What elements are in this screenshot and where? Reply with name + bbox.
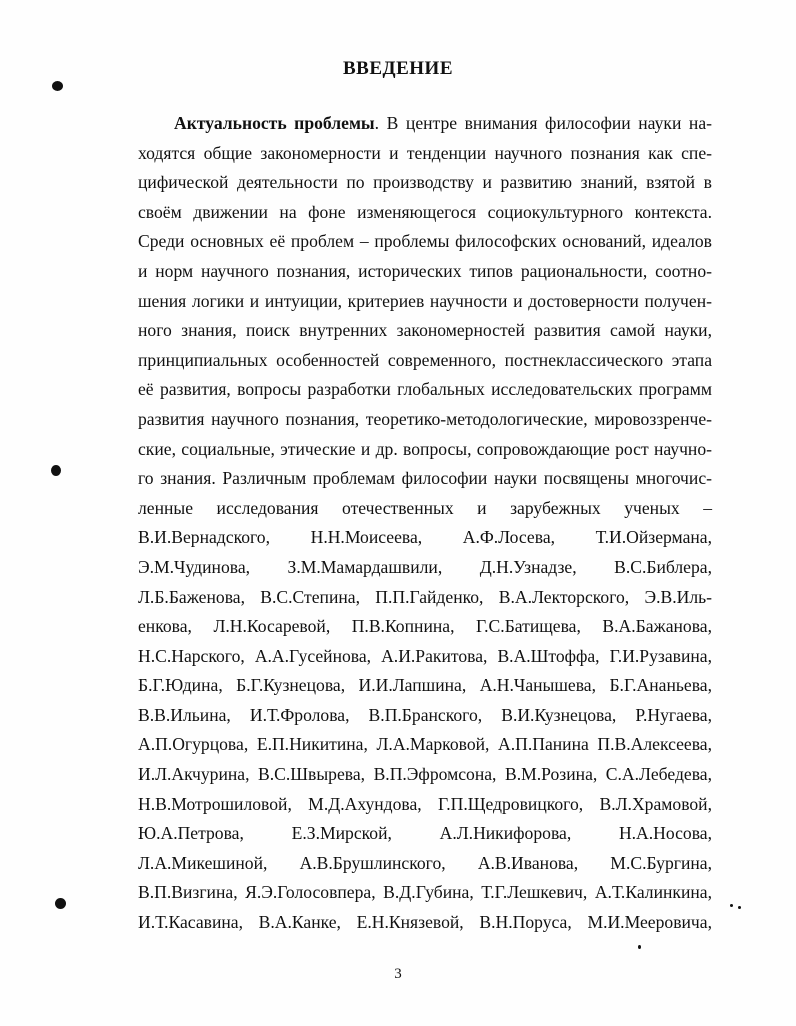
text-line: ские, социальные, этические и др. вопросы, сопровождающие рост научно- bbox=[138, 438, 712, 459]
text-line: И.Т.Касавина, В.А.Канке, Е.Н.Князевой, В.Н.Поруса, М.И.Мееровича, bbox=[138, 912, 712, 933]
text-line: развития научного познания, теоретико-методологические, мировоззренче- bbox=[138, 408, 712, 429]
text-line: В.В.Ильина, И.Т.Фролова, В.П.Бранского, В.И.Кузнецова, Р.Нугаева, bbox=[138, 704, 712, 725]
lead-phrase: Актуальность проблемы bbox=[174, 113, 375, 133]
text-line: Н.В.Мотрошиловой, М.Д.Ахундова, Г.П.Щедровицкого, В.Л.Храмовой, bbox=[138, 793, 712, 814]
text-line: А.П.Огурцова, Е.П.Никитина, Л.А.Марковой, А.П.Панина П.В.Алексеева, bbox=[138, 734, 712, 755]
text-line: своём движении на фоне изменяющегося социокультурного контекста. bbox=[138, 201, 712, 222]
page-title: ВВЕДЕНИЕ bbox=[343, 58, 453, 79]
text-line: Ю.А.Петрова, Е.З.Мирской, А.Л.Никифорова, Н.А.Носова, bbox=[138, 823, 712, 844]
scan-speck bbox=[51, 465, 61, 476]
page-number: 3 bbox=[394, 966, 402, 982]
text-line: и норм научного познания, исторических типов рациональности, соотно- bbox=[138, 260, 712, 281]
text-line: Л.А.Микешиной, А.В.Брушлинского, А.В.Иванова, М.С.Бургина, bbox=[138, 852, 712, 873]
text-line: ного знания, поиск внутренних закономерностей развития самой науки, bbox=[138, 320, 712, 341]
scan-speck bbox=[52, 81, 63, 91]
text-line: ленные исследования отечественных и зарубежных ученых – bbox=[138, 497, 712, 518]
text-line: И.Л.Акчурина, В.С.Швырева, В.П.Эфромсона, В.М.Розина, С.А.Лебедева, bbox=[138, 764, 712, 785]
scan-speck bbox=[730, 904, 733, 907]
text-line: ходятся общие закономерности и тенденции научного познания как спе- bbox=[138, 142, 712, 163]
scan-speck bbox=[738, 906, 741, 909]
text-line: Л.Б.Баженова, В.С.Степина, П.П.Гайденко, В.А.Лекторского, Э.В.Иль- bbox=[138, 586, 712, 607]
text-line: шения логики и интуиции, критериев научности и достоверности получен- bbox=[138, 290, 712, 311]
text-line: Актуальность проблемы. В центре внимания философии науки на- bbox=[174, 113, 712, 133]
text-line: В.П.Визгина, Я.Э.Голосовпера, В.Д.Губина, Т.Г.Лешкевич, А.Т.Калинкина, bbox=[138, 882, 712, 903]
body-text bbox=[138, 109, 712, 938]
text-line: Среди основных её проблем – проблемы философских оснований, идеалов bbox=[138, 231, 712, 252]
text-line: го знания. Различным проблемам философии науки посвящены многочис- bbox=[138, 468, 712, 489]
text-line: её развития, вопросы разработки глобальных исследовательских программ bbox=[138, 379, 712, 400]
text-line: Н.С.Нарского, А.А.Гусейнова, А.И.Ракитова, В.А.Штоффа, Г.И.Рузавина, bbox=[138, 645, 712, 666]
text-line: В.И.Вернадского, Н.Н.Моисеева, А.Ф.Лосева, Т.И.Ойзермана, bbox=[138, 527, 712, 548]
scan-speck bbox=[638, 945, 641, 949]
text-line: принципиальных особенностей современного, постнеклассического этапа bbox=[138, 349, 712, 370]
text-line: Б.Г.Юдина, Б.Г.Кузнецова, И.И.Лапшина, А.Н.Чанышева, Б.Г.Ананьева, bbox=[138, 675, 712, 696]
text-line: енкова, Л.Н.Косаревой, П.В.Копнина, Г.С.Батищева, В.А.Бажанова, bbox=[138, 616, 712, 637]
scan-speck bbox=[55, 898, 66, 909]
text-line: цифической деятельности по производству и развитию знаний, взятой в bbox=[138, 172, 712, 193]
text-line: Э.М.Чудинова, З.М.Мамардашвили, Д.Н.Узнадзе, В.С.Библера, bbox=[138, 556, 712, 577]
